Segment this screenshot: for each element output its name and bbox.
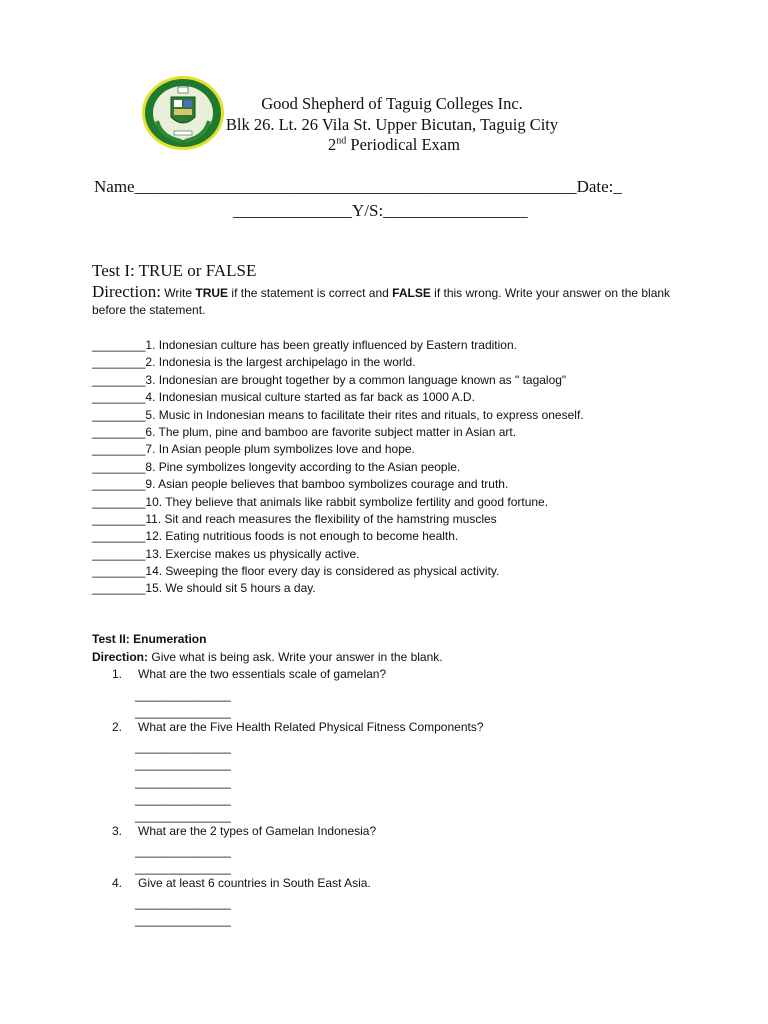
- question-number: 4.: [112, 876, 123, 890]
- enum-question-3: [112, 824, 376, 838]
- year-section-field[interactable]: ______________Y/S:_________________: [233, 201, 528, 220]
- tf-item[interactable]: ________5. Music in Indonesian means to facilitate their rites and rituals, to express oneself.: [92, 407, 584, 422]
- tf-item[interactable]: ________2. Indonesia is the largest archipelago in the world.: [92, 355, 416, 370]
- tf-item[interactable]: ________9. Asian people believes that bamboo symbolizes courage and truth.: [92, 477, 509, 492]
- answer-blank[interactable]: _______________: [135, 775, 231, 789]
- test1-title: Test I: TRUE or FALSE: [92, 261, 257, 280]
- question-number: 1.: [112, 667, 123, 681]
- tf-item[interactable]: ________6. The plum, pine and bamboo are favorite subject matter in Asian art.: [92, 424, 517, 439]
- school-name: Good Shepherd of Taguig Colleges Inc.: [261, 94, 523, 113]
- test2-direction-text: Give what is being ask. Write your answer in the blank.: [151, 650, 443, 664]
- tf-item[interactable]: ________4. Indonesian musical culture started as far back as 1000 A.D.: [92, 390, 475, 405]
- answer-blank[interactable]: _______________: [135, 705, 231, 719]
- exam-title-text: Periodical Exam: [350, 135, 460, 154]
- question-text: What are the two essentials scale of gamelan?: [138, 667, 387, 681]
- tf-item[interactable]: ________12. Eating nutritious foods is not enough to become health.: [92, 529, 459, 544]
- test2-title: Test II: Enumeration: [92, 632, 207, 646]
- true-false-list: [92, 337, 584, 598]
- test2-direction-label: Direction:: [92, 650, 149, 664]
- question-number: 3.: [112, 824, 123, 838]
- question-text: What are the Five Health Related Physical Fitness Components?: [138, 720, 484, 734]
- question-text: Give at least 6 countries in South East Asia.: [138, 876, 371, 890]
- tf-item[interactable]: ________1. Indonesian culture has been greatly influenced by Eastern tradition.: [92, 338, 517, 352]
- tf-item[interactable]: ________13. Exercise makes us physically active.: [92, 546, 360, 561]
- enum-question-1: [112, 667, 386, 681]
- answer-blank[interactable]: _______________: [135, 844, 231, 858]
- tf-item[interactable]: ________15. We should sit 5 hours a day.: [92, 581, 316, 596]
- tf-item[interactable]: ________14. Sweeping the floor every day is considered as physical activity.: [92, 564, 500, 579]
- test1-direction-post: if this wrong. Write your answer on the blank before the statement.: [92, 286, 671, 317]
- answer-blank[interactable]: _______________: [135, 861, 231, 875]
- exam-ordinal-suffix: nd: [336, 135, 347, 147]
- test1-direction-mid: if the statement is correct and: [231, 286, 389, 300]
- test2-direction: [92, 650, 443, 664]
- answer-blank[interactable]: _______________: [135, 757, 231, 771]
- tf-item[interactable]: ________10. They believe that animals like rabbit symbolize fertility and good fortune.: [92, 494, 549, 509]
- answer-blank[interactable]: _______________: [135, 896, 231, 910]
- name-date-field[interactable]: Name____________________________________________________Date:_: [94, 177, 622, 196]
- question-text: What are the 2 types of Gamelan Indonesia?: [138, 824, 377, 838]
- exam-ordinal: 2: [328, 135, 337, 154]
- test1-direction-label: Direction:: [92, 282, 161, 301]
- test1-direction-pre: Write: [164, 286, 193, 300]
- answer-blank[interactable]: _______________: [135, 792, 231, 806]
- enum-question-2: [112, 720, 484, 734]
- answer-blank[interactable]: _______________: [135, 688, 231, 702]
- test1-direction: [92, 283, 692, 319]
- school-address: Blk 26. Lt. 26 Vila St. Upper Bicutan, Taguig City: [225, 115, 559, 134]
- answer-blank[interactable]: _______________: [135, 740, 231, 754]
- tf-item[interactable]: ________11. Sit and reach measures the flexibility of the hamstring muscles: [92, 511, 497, 526]
- exam-title: [10, 135, 768, 155]
- tf-item[interactable]: ________3. Indonesian are brought together by a common language known as " tagalog": [92, 372, 567, 387]
- tf-item[interactable]: ________7. In Asian people plum symbolizes love and hope.: [92, 442, 415, 457]
- tf-item[interactable]: ________8. Pine symbolizes longevity according to the Asian people.: [92, 459, 461, 474]
- answer-blank[interactable]: _______________: [135, 913, 231, 927]
- question-number: 2.: [112, 720, 123, 734]
- enum-question-4: [112, 876, 371, 890]
- answer-blank[interactable]: _______________: [135, 809, 231, 823]
- test1-direction-true: TRUE: [195, 286, 229, 300]
- test1-direction-false: FALSE: [392, 286, 431, 300]
